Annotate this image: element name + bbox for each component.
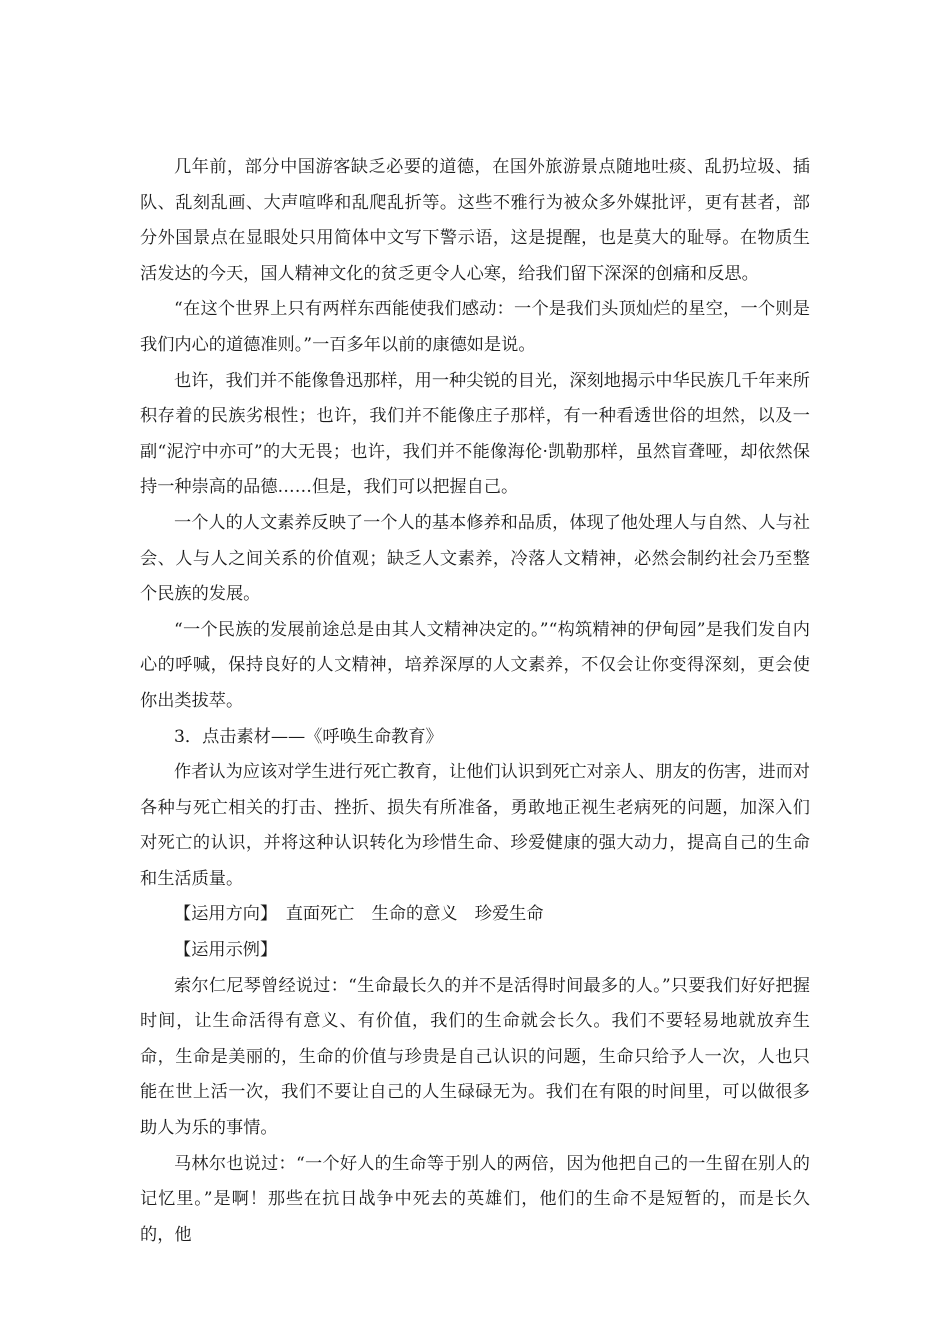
usage-example-label: 【运用示例】 (174, 940, 278, 961)
paragraph-solzhenitsyn: 索尔仁尼琴曾经说过：“生命最长久的并不是活得时间最多的人。”只要我们好好把握时间，让生命活得有意义、有价值，我们的生命就会长久。我们不要轻易地就放弃生命，生命是美丽的，生命的价值与珍贵是自己认识的问题，生命只给予人一次，人也只能在世上活一次，我们不要让自己的人生碌碌无为。我们在有限的时间里，可以做很多助人为乐的事情。 (140, 975, 810, 1139)
paragraph-kant-quote: “在这个世界上只有两样东西能使我们感动：一个是我们头顶灿烂的星空，一个则是我们内心的道德准则。”一百多年以前的康德如是说。 (140, 299, 810, 355)
usage-direction: 【运用方向】 直面死亡 生命的意义 珍爱生命 (174, 904, 544, 925)
document-page (140, 150, 810, 1253)
paragraph-nation-spirit: “一个民族的发展前途总是由其人文精神决定的。”“构筑精神的伊甸园”是我们发自内心的呼喊，保持良好的人文精神，培养深厚的人文素养，不仅会让你变得深刻，更会使你出类拔萃。 (140, 619, 810, 711)
paragraph-death-education: 作者认为应该对学生进行死亡教育，让他们认识到死亡对亲人、朋友的伤害，进而对各种与死亡相关的打击、挫折、损失有所准备，勇敢地正视生老病死的问题，加深入们对死亡的认识，并将这种认识转化为珍惜生命、珍爱健康的强大动力，提高自己的生命和生活质量。 (140, 762, 810, 889)
paragraph-tourist-behavior: 几年前，部分中国游客缺乏必要的道德，在国外旅游景点随地吐痰、乱扔垃圾、插队、乱刻乱画、大声喧哗和乱爬乱折等。这些不雅行为被众多外媒批评，更有甚者，部分外国景点在显眼处只用简体中文写下警示语，这是提醒，也是莫大的耻辱。在物质生活发达的今天，国人精神文化的贫乏更令人心寒，给我们留下深深的创痛和反思。 (140, 157, 810, 284)
section-heading: 3．点击素材——《呼唤生命教育》 (174, 726, 443, 747)
paragraph-malinier: 马林尔也说过：“一个好人的生命等于别人的两倍，因为他把自己的一生留在别人的记忆里。”是啊！那些在抗日战争中死去的英雄们，他们的生命不是短暂的，而是长久的，他 (140, 1153, 810, 1245)
paragraph-humanistic-quality: 一个人的人文素养反映了一个人的基本修养和品质，体现了他处理人与自然、人与社会、人与人之间关系的价值观；缺乏人文素养，冷落人文精神，必然会制约社会乃至整个民族的发展。 (140, 512, 810, 605)
paragraph-perhaps: 也许，我们并不能像鲁迅那样，用一种尖锐的目光，深刻地揭示中华民族几千年来所积存着的民族劣根性；也许，我们并不能像庄子那样，有一种看透世俗的坦然，以及一副“泥泞中亦可”的大无畏；也许，我们并不能像海伦·凯勒那样，虽然盲聋哑，却依然保持一种崇高的品德……但是，我们可以把握自己。 (140, 370, 810, 498)
